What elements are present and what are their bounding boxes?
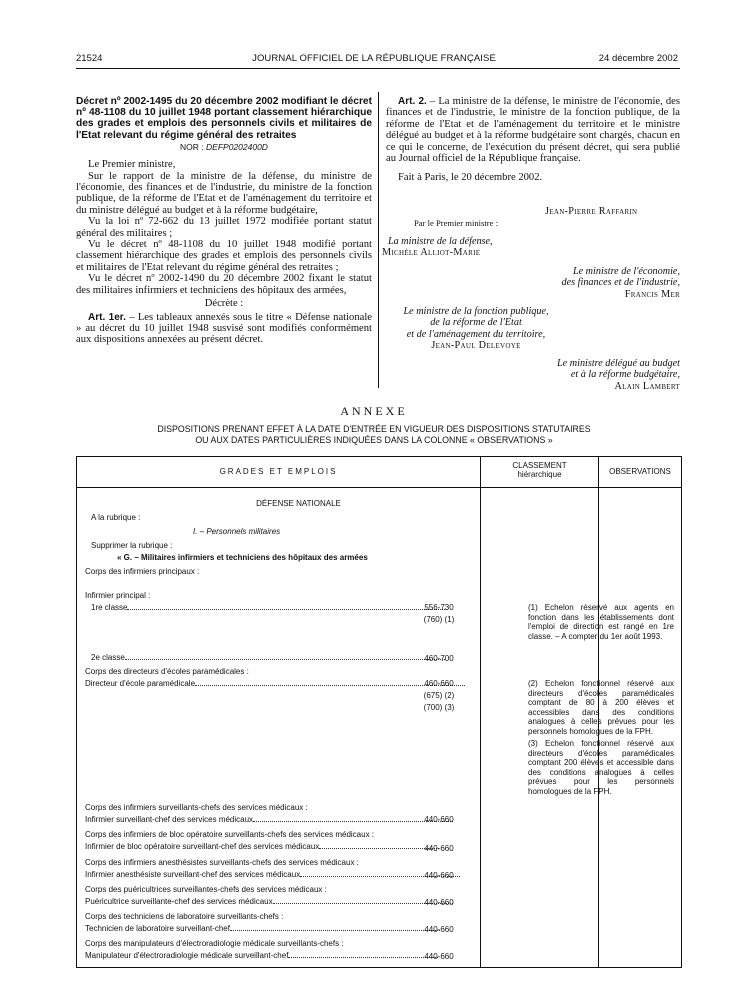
budget-role: et à la réforme budgétaire, (570, 369, 680, 381)
pm-by: Par le Premier ministre : (414, 218, 499, 228)
paragraph: Vu le décret nº 2002-1490 du 20 décembre 2002 fixant le statut des militaires infirmiers et techniciens des hôpitaux des armées, (76, 273, 372, 296)
corps-label: Corps des techniciens de laboratoire surveillants-chefs : (85, 912, 284, 921)
fp-role: de la réforme de l'Etat (430, 317, 522, 329)
grade-label: 2e classe (91, 653, 125, 662)
supprimer-rubrique: Supprimer la rubrique : (91, 541, 173, 550)
fp-signature (386, 306, 566, 352)
grade-label: Infirmier anesthésiste surveillant-chef des services médicaux (85, 870, 301, 879)
fp-role: Le ministre de la fonction publique, (403, 306, 549, 317)
grade-label: Directeur d'école paramédicale (85, 679, 196, 688)
right-column (386, 96, 680, 184)
issue-date: 24 décembre 2002 (598, 53, 678, 64)
annexe-subtitle-line: DISPOSITIONS PRENANT EFFET À LA DATE D'ENTRÉE EN VIGUEUR DES DISPOSITIONS STATUTAIRES (157, 424, 591, 434)
classement-value: 440-660 (424, 898, 454, 907)
corps-label: Corps des infirmiers anesthésistes surveillants-chefs des services médicaux : (85, 858, 359, 867)
annexe-subtitle-line: OU AUX DATES PARTICULIÈRES INDIQUÉES DANS LA COLONNE « OBSERVATIONS » (195, 435, 553, 445)
classement-value: 556-730 (424, 603, 454, 612)
economy-name: Francis Mer (624, 288, 680, 300)
classement-value: 440-660 (424, 952, 454, 961)
classement-value: (760) (1) (423, 615, 455, 624)
defense-role: La ministre de la défense, (388, 236, 493, 247)
economy-role: Le ministre de l'économie, (572, 266, 680, 277)
article-2-label: Art. 2. (398, 96, 427, 107)
col-header-classement-2: hiérarchique (517, 470, 562, 479)
classement-value: 440-660 (424, 815, 454, 824)
corps-principaux: Corps des infirmiers principaux : (85, 567, 200, 576)
corps-label: Corps des puéricultrices surveillantes-chefs des services médicaux : (85, 885, 327, 894)
classement-value: 460-660 (424, 679, 454, 688)
leader-dots (125, 659, 445, 660)
column-divider (378, 92, 379, 388)
fp-name: Jean-Paul Delevoye (431, 340, 521, 352)
nor-reference (76, 142, 372, 153)
classement-value: 440-660 (424, 871, 454, 880)
nor-value: DEFP0202400D (206, 141, 268, 152)
nor-label: NOR : (180, 141, 204, 152)
grade-label: Manipulateur d'électroradiologie médicale surveillant-chef (85, 951, 289, 960)
classement-value: (700) (3) (423, 703, 455, 712)
annexe-title: ANNEXE (340, 404, 408, 418)
col-header-observations: OBSERVATIONS (609, 467, 671, 476)
corps-label: Corps des infirmiers de bloc opératoire surveillants-chefs des services médicaux : (85, 830, 375, 839)
article-1-label: Art. 1er. (88, 311, 126, 323)
page-number: 21524 (76, 53, 103, 64)
article-1-text: – Les tableaux annexés sous le titre « Défense nationale » au décret du 10 juillet 1948 susvisé sont modifiés conformément aux dispositions annexées au présent décret. (76, 311, 372, 346)
economy-role: des finances et de l'industrie, (561, 277, 680, 289)
section-defense: DÉFENSE NATIONALE (256, 499, 341, 508)
observation-2: (2) Echelon fonctionnel réservé aux directeurs d'écoles paramédicales comptant de 80 à 200 élèves et accessibles dans des conditions analogues à celles prévues pour les personnels homologues de la FPH. (528, 679, 674, 736)
observation-3: (3) Echelon fonctionnel réservé aux directeurs d'écoles paramédicales comptant 200 élèves et accessible dans des conditions analogues à celles prévues pour les personnels homologues de la FPH. (528, 739, 674, 796)
grade-label: Infirmier de bloc opératoire surveillant-chef des services médicaux (85, 842, 320, 851)
grade-label: Puéricultrice surveillante-chef des services médicaux (85, 897, 273, 906)
annexe-subtitle (0, 424, 748, 446)
fp-role: et de l'aménagement du territoire, (406, 328, 546, 340)
paragraph: Sur le rapport de la ministre de la défense, du ministre de l'économie, des finances et de l'industrie, du ministre de la fonction publique, de la réforme de l'Etat et de l'aménagement du territoire et du ministre délégué au budget et à la réforme budgétaire, (76, 170, 372, 216)
journal-title: JOURNAL OFFICIEL DE LA RÉPUBLIQUE FRANÇAISE (252, 53, 496, 64)
header-rule (76, 68, 680, 69)
done-at: Fait à Paris, le 20 décembre 2002. (398, 172, 543, 184)
a-la-rubrique: A la rubrique : (91, 513, 141, 522)
rubrique-g: « G. – Militaires infirmiers et techniciens des hôpitaux des armées (117, 553, 368, 562)
corps-directeurs: Corps des directeurs d'écoles paramédicales : (85, 667, 249, 676)
pm-signature: Jean-Pierre Raffarin (545, 206, 638, 217)
article-2-text: – La ministre de la défense, le ministre de l'économie, des finances et de l'industrie, le ministre de la fonction publique, de la réforme de l'Etat et de l'aménagement du territoire et le ministre délégué au budget et à la réforme budgétaire sont chargés, chacun en ce qui le concerne, de l'exécution du présent décret, qui sera publié au Journal officiel de la République française. (386, 96, 680, 165)
classement-value: (675) (2) (423, 691, 455, 700)
decrete: Décrète : (204, 298, 244, 310)
budget-signature (557, 358, 680, 392)
page-header (0, 53, 748, 67)
personnels-militaires: I. – Personnels militaires (193, 527, 281, 536)
paragraph: Le Premier ministre, (88, 159, 176, 171)
classement-table (76, 456, 682, 968)
grade-label: Infirmier surveillant-chef des services médicaux (85, 815, 254, 824)
article-1 (76, 312, 372, 346)
corps-label: Corps des infirmiers surveillants-chefs des services médicaux : (85, 803, 308, 812)
grade-label: Technicien de laboratoire surveillant-chef (85, 924, 230, 933)
infirmier-principal: Infirmier principal : (85, 591, 151, 600)
defense-name: Michèle Alliot-Marie (382, 247, 481, 259)
classement-value: 440-660 (424, 925, 454, 934)
column-divider (480, 457, 481, 967)
header-divider (77, 487, 681, 488)
col-header-classement-1: CLASSEMENT (512, 461, 567, 470)
left-column (76, 96, 372, 346)
col-header-grades: GRADES ET EMPLOIS (219, 467, 338, 476)
observation-1: (1) Echelon réservé aux agents en fonction dans les établissements dont l'emploi de direction est rangé en 1re classe. – A compter du 1er août 1993. (528, 603, 674, 641)
budget-name: Alain Lambert (614, 380, 680, 392)
economy-signature (562, 266, 680, 300)
col-header-classement (481, 461, 598, 479)
decree-title: Décret nº 2002-1495 du 20 décembre 2002 modifiant le décret nº 48-1108 du 10 juillet 1948 portant classement hiérarchique des grades et emplois des personnels civils et militaires de l'Etat relevant du régime général des retraites (76, 96, 372, 141)
paragraph: Vu la loi nº 72-662 du 13 juillet 1972 modifiée portant statut général des militaires ; (76, 216, 372, 239)
article-2 (386, 96, 680, 164)
corps-label: Corps des manipulateurs d'électroradiologie médicale surveillants-chefs : (85, 939, 344, 948)
classement-value: 460-700 (424, 654, 454, 663)
paragraph: Vu le décret nº 48-1108 du 10 juillet 1948 modifié portant classement hiérarchique des grades et emplois des personnels civils et militaires de l'Etat relevant du régime général des retraites ; (76, 239, 372, 273)
defense-signature (382, 236, 493, 259)
budget-role: Le ministre délégué au budget (557, 358, 680, 369)
classement-value: 440-660 (424, 844, 454, 853)
grade-label: 1re classe (91, 603, 128, 612)
